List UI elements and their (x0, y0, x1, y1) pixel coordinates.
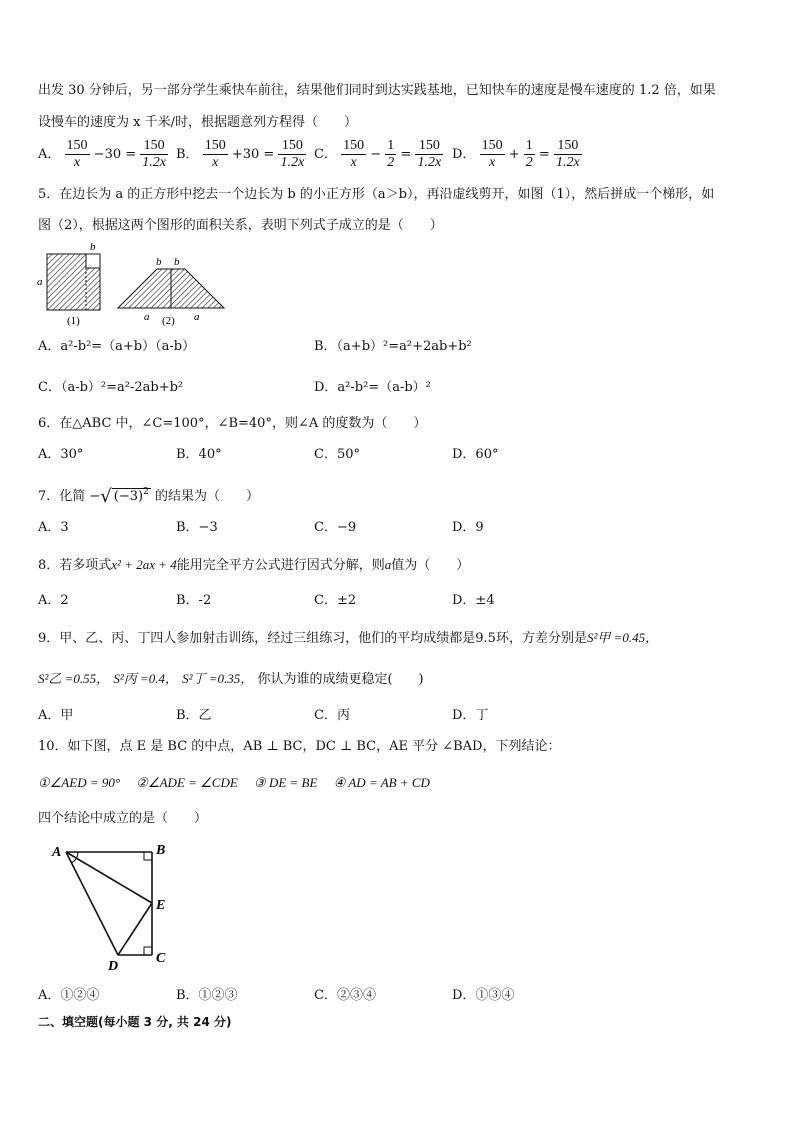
q5-option-d: D．a²-b²=（a-b）² (314, 380, 431, 395)
q10-option-d: D．①③④ (452, 988, 515, 1003)
q5-line2: 图（2），根据这两个图形的面积关系，表明下列式子成立的是（ ） (38, 218, 443, 233)
q6-option-a: A．30° (38, 447, 84, 462)
q10-option-a: A．①②④ (38, 988, 100, 1003)
q9-line2: S²乙 =0.55， S²丙 =0.4， S²丁 =0.35， 你认为谁的成绩更稳定( ) (38, 671, 424, 687)
q9-option-c: C．丙 (314, 708, 350, 723)
q10-option-b: B．①②③ (176, 988, 238, 1003)
q8-option-c: C．±2 (314, 593, 357, 608)
q4-line1: 出发 30 分钟后，另一部分学生乘快车前往，结果他们同时到达实践基地，已知快车的速度是慢车速度的 1.2 倍，如果 (38, 83, 716, 98)
sqrt-icon: √ (100, 486, 112, 507)
q5-fig1-caption: (1) (67, 315, 80, 327)
q7-option-a: A．3 (38, 520, 69, 535)
q4-option-c: C． $\frac{150}{x}$ − $\frac{1}{2}$ = $\frac{150}{1.2x}$ (314, 138, 442, 170)
q8-stem: 8．若多项式x² + 2ax + 4能用完全平方公式进行因式分解，则a值为（ ） (38, 557, 470, 573)
q5-option-c: C．（a-b）²=a²-2ab+b² (38, 380, 184, 395)
q7-radicand: $(-3)^2$ (113, 487, 149, 504)
q5-fig1-label-a: a (37, 276, 43, 288)
q7-option-d: D．9 (452, 520, 484, 535)
q10-label-c: C (156, 951, 166, 966)
q4-line2: 设慢车的速度为 x 千米/时，根据题意列方程得（ ） (38, 115, 357, 130)
q6-option-c: C．50° (314, 447, 360, 462)
q4-option-b: B． $\frac{150}{x}$ +30 = $\frac{150}{1.2x}$ (176, 138, 305, 170)
q5-fig1-label-b: b (90, 241, 96, 253)
q10-label-b: B (156, 843, 166, 858)
q10-label-a: A (52, 845, 62, 860)
q10-conclusions: ①∠AED = 90° ②∠ADE = ∠CDE ③ DE = BE ④ AD = AB + CD (38, 775, 430, 790)
q5-line1: 5．在边长为 a 的正方形中挖去一个边长为 b 的小正方形（a＞b），再沿虚线剪开，如图（1），然后拼成一个梯形，如 (38, 187, 715, 202)
q10-label-d: D (108, 959, 119, 974)
section-2-heading: 二、填空题(每小题 3 分, 共 24 分) (38, 1015, 232, 1029)
q6-option-b: B．40° (176, 447, 222, 462)
q9-option-d: D．丁 (452, 708, 489, 723)
q5-fig2-label-a1: a (144, 311, 150, 323)
q9-option-b: B．乙 (176, 708, 212, 723)
q10-stem: 10．如下图，点 E 是 BC 的中点，AB ⊥ BC，DC ⊥ BC，AE 平分 ∠BAD，下列结论： (38, 739, 561, 754)
q5-option-b: B．（a+b）²=a²+2ab+b² (314, 339, 472, 354)
q5-fig2-label-b1: b (156, 256, 162, 268)
q4-option-d: D． $\frac{150}{x}$ + $\frac{1}{2}$ = $\frac{150}{1.2x}$ (452, 138, 580, 170)
q5-fig2-label-a2: a (194, 311, 200, 323)
q5-fig2-label-b2: b (174, 256, 180, 268)
q10-figure (48, 838, 178, 974)
q7-option-c: C．−9 (314, 520, 357, 535)
q9-line1: 9．甲、乙、丙、丁四人参加射击训练，经过三组练习，他们的平均成绩都是9.5环，方差分别是S²甲 =0.45， (38, 630, 659, 646)
q8-option-d: D．±4 (452, 593, 495, 608)
q6-option-d: D．60° (452, 447, 499, 462)
q7-option-b: B．−3 (176, 520, 218, 535)
q5-option-a: A．a²-b²=（a+b）（a-b） (38, 339, 196, 354)
q8-option-b: B．-2 (176, 593, 212, 608)
q9-option-a: A．甲 (38, 708, 74, 723)
q6-stem: 6．在△ABC 中，∠C=100°，∠B=40°，则∠A 的度数为（ ） (38, 416, 427, 431)
q5-fig2-trapezoid (118, 269, 224, 308)
q5-figure (34, 238, 234, 330)
q10-line3: 四个结论中成立的是（ ） (38, 811, 208, 826)
q8-option-a: A．2 (38, 593, 69, 608)
q10-figure-lines (66, 852, 152, 955)
q10-label-e: E (156, 898, 166, 913)
q7-stem: 7．化简 −√ $(-3)^2$ 的结果为（ ） (38, 486, 259, 507)
q5-fig1-square (47, 254, 100, 310)
q4-option-a: A． $\frac{150}{x}$ −30 = $\frac{150}{1.2x}$ (38, 138, 166, 170)
q5-fig2-caption: (2) (162, 315, 175, 327)
q10-option-c: C．②③④ (314, 988, 376, 1003)
